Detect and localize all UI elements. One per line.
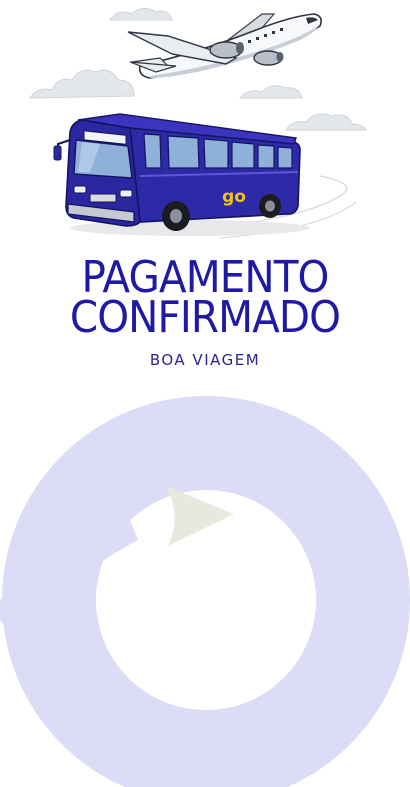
play-arrow-icon [166,486,234,546]
subtitle: BOA VIAGEM [149,351,261,369]
hero-illustration [0,0,410,250]
cloud-icon [30,70,134,98]
decorative-logo [0,380,410,787]
cloud-icon [240,86,302,98]
title-line-2: CONFIRMADO [69,292,341,343]
page-title [16,252,393,343]
cloud-icon [110,8,172,20]
cloud-icon [286,114,366,130]
bus-icon [54,114,310,236]
bus-logo: go [222,187,246,207]
airplane-icon [128,14,321,78]
title-line-1: PAGAMENTO [81,252,329,303]
